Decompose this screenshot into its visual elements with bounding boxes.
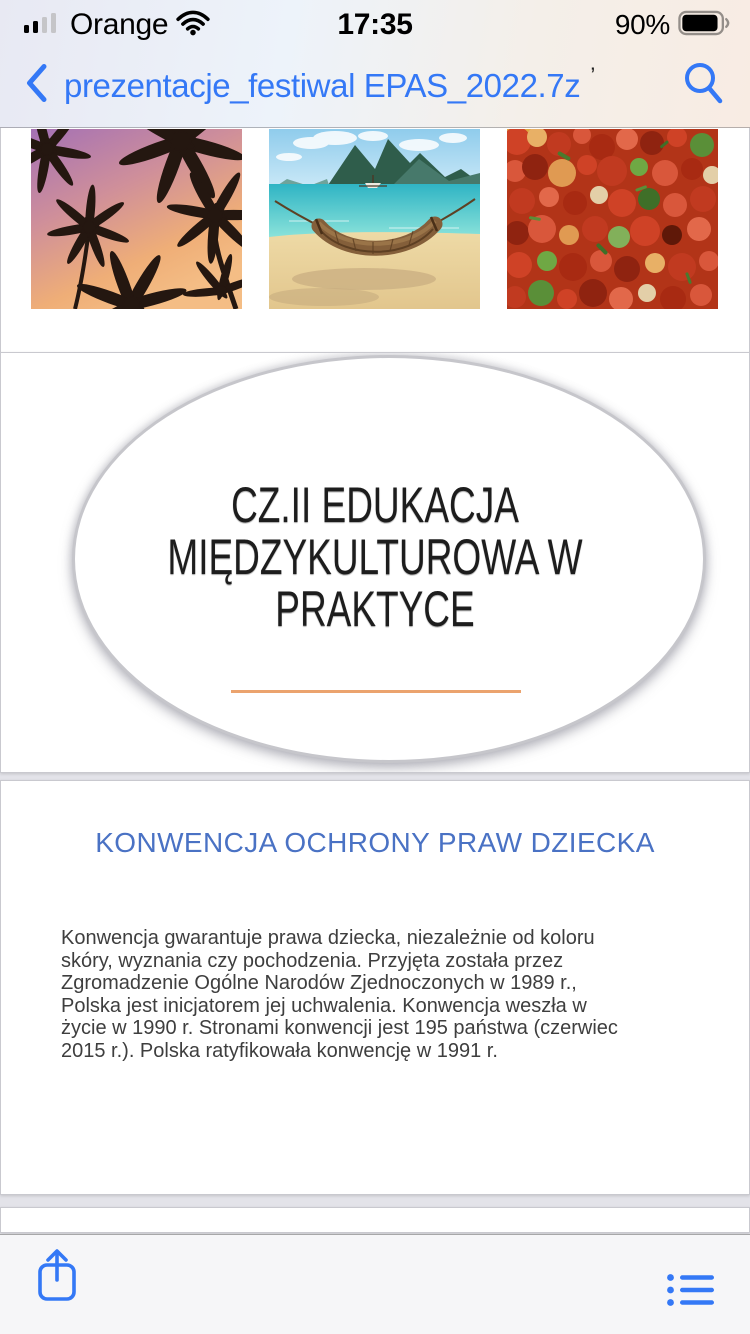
cellular-signal-icon: [22, 11, 62, 40]
document-title: prezentacje_festiwal EPAS_2022.7z: [64, 66, 581, 104]
nav-bar: [0, 44, 750, 127]
back-button[interactable]: [24, 63, 48, 108]
carrier-label: Orange: [70, 8, 169, 41]
photo-row: [31, 129, 718, 309]
status-left: [22, 8, 210, 42]
list-icon: [666, 1294, 716, 1311]
status-right: [615, 9, 732, 41]
search-icon: [682, 60, 726, 111]
slide-title: [98, 479, 652, 635]
chevron-back-icon: [24, 63, 48, 108]
body-line: życie w 1990 r. Stronami konwencji jest 195 państwa (czerwiec: [61, 1017, 618, 1039]
slide-preview-next: [0, 1207, 750, 1233]
slide-title-line: PRAKTYCE: [275, 581, 475, 637]
battery-percent-label: 90%: [614, 9, 670, 40]
title-apostrophe: ’: [590, 62, 596, 88]
photo-beach-hammock: [269, 129, 480, 309]
photo-salsa-dish: [507, 129, 718, 309]
body-line: Polska jest inicjatorem jej uchwalenia. Konwencja weszła w: [61, 994, 587, 1017]
title-divider: [231, 690, 521, 693]
slide-preview-title: [0, 352, 750, 773]
slide-heading: KONWENCJA OCHRONY PRAW DZIECKA: [95, 827, 655, 858]
slide-title-line: MIĘDZYKULTUROWA W: [167, 529, 583, 585]
document-preview-scroll[interactable]: [0, 128, 750, 1234]
body-line: skóry, wyznania czy pochodzenia. Przyjęta została przez: [61, 949, 564, 972]
bottom-toolbar: [0, 1234, 750, 1334]
slide-title-line: CZ.II EDUKACJA: [231, 477, 519, 533]
table-of-contents-button[interactable]: [666, 1273, 716, 1312]
status-bar: [0, 0, 750, 44]
body-line: Zgromadzenie Ogólne Narodów Zjednoczonych w 1989 r.,: [61, 972, 577, 994]
search-button[interactable]: [682, 60, 726, 111]
wifi-icon: [176, 10, 210, 41]
body-line: Konwencja gwarantuje prawa dziecka, niezależnie od koloru: [61, 927, 595, 949]
clock: 17:35: [337, 8, 413, 41]
slide-body-text: [61, 927, 618, 1062]
slide-preview-konwencja: [0, 780, 750, 1195]
share-button[interactable]: [36, 1247, 78, 1308]
photo-palm-sunset: [31, 129, 242, 309]
body-line: 2015 r.). Polska ratyfikowała konwencję w 1991 r.: [61, 1039, 498, 1062]
top-chrome: [0, 0, 750, 128]
battery-icon: [678, 10, 732, 41]
share-icon: [36, 1290, 78, 1307]
